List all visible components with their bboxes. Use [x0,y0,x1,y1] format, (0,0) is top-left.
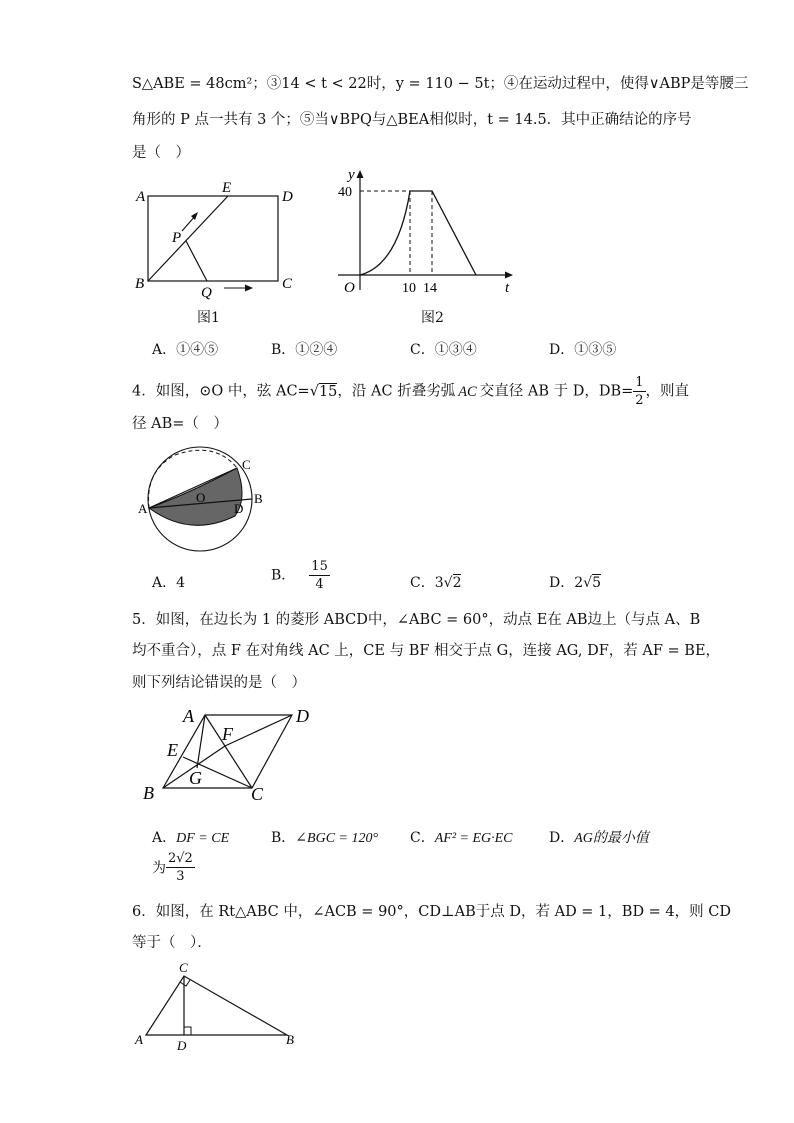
q5-text-line-3: 则下列结论错误的是（ ） [132,675,306,691]
sqrt-2: √2 [443,575,462,591]
option-letter: A． [152,575,177,591]
fraction-15-4: $\frac{15}{4}$ [311,559,328,592]
option-letter: D． [549,342,575,358]
option-text: ①③④ [434,342,477,358]
label-d: D [296,706,309,726]
arc-ac: AC [458,383,477,400]
label-t: t [505,280,510,296]
q4-text-b: ，沿 AC 折叠劣弧 [337,383,456,400]
q5-text-line-1: 5．如图，在边长为 1 的菱形 ABCD中，∠ABC = 60°，动点 E在 AB边上（与点 A、B [132,612,701,628]
option-letter: D． [549,575,575,591]
q4-text-line-1 [132,376,689,407]
label-a: A [183,706,194,726]
label-e: E [222,180,232,196]
fraction-2sqrt2-3: $\frac{2√2}{3}$ [168,851,193,884]
q4-option-d[interactable] [549,572,601,592]
label-b: B [286,1032,294,1047]
graph-curve [360,191,476,275]
q5-option-c[interactable] [410,827,513,847]
label-o: O [196,490,206,505]
label-y: y [348,167,355,183]
q5-figure [135,700,320,810]
option-letter: A． [152,342,177,358]
option-text: AF² = EG·EC [434,831,513,846]
option-text: DF = CE [176,831,230,846]
option-text: ①④⑤ [176,342,219,358]
q6-text-line-1: 6．如图，在 Rt△ABC 中，∠ACB = 90°，CD⊥AB于点 D，若 AD = 1，BD = 4，则 CD [132,904,731,920]
label-d: D [177,1038,187,1053]
option-text: ①②④ [295,342,338,358]
sqrt-5: √5 [583,575,601,591]
label-c: C [242,457,251,472]
arrow-q-head [245,285,253,292]
label-t10: 10 [402,281,416,296]
q3-option-d[interactable] [549,339,616,359]
rectangle-abcd [148,196,278,281]
q4-option-c[interactable] [410,572,461,592]
label-p: P [172,230,182,246]
label-b: B [143,783,154,803]
q3-figure-1-caption: 图1 [197,310,220,326]
segment-be [148,196,228,281]
label-a: A [136,189,146,205]
label-t14: 14 [423,281,437,296]
right-angle-d [184,1027,191,1035]
option-coefficient: 2 [574,575,584,591]
q3-text-line-2: 角形的 P 点一共有 3 个；⑤当∨BPQ与△BEA相似时，t = 14.5．其中正确结论的序号 [132,112,692,128]
option-letter: C． [410,830,435,846]
q3-figure-2-caption: 图2 [421,310,444,326]
label-b: B [254,491,263,506]
q6-text-line-2: 等于（ ）． [132,935,212,951]
option-letter: B． [271,567,296,584]
label-40: 40 [338,185,352,200]
q4-text-a: 4．如图，⊙O 中，弦 AC= [132,383,310,400]
label-a: A [135,1032,143,1047]
y-axis-arrow [357,170,364,178]
label-d: D [234,501,244,516]
q5-text-line-2: 均不重合），点 F 在对角线 AC 上，CE 与 BF 相交于点 G，连接 AG, DF，若 AF = BE， [132,643,721,659]
q3-option-a[interactable] [152,339,218,359]
fraction-db: $\frac{1}{2}$ [635,375,644,408]
option-text: 4 [176,575,186,591]
option-text: ①③⑤ [574,342,617,358]
q4-option-a[interactable] [152,572,185,592]
q4-text-d: ，则直 [645,383,690,400]
q5-option-a[interactable] [152,827,229,847]
label-a: A [138,501,148,516]
segment-pq [186,241,207,281]
x-axis-arrow [505,272,513,279]
q3-figure-1 [130,175,300,305]
option-letter: B． [271,342,296,358]
q4-option-b[interactable] [271,560,330,591]
q3-option-b[interactable] [271,339,337,359]
segment-df [225,715,292,746]
label-e: E [167,740,178,760]
q4-text-line-2: 径 AB=（ ） [132,416,228,432]
q6-figure [132,958,302,1053]
label-b: B [135,276,145,292]
q3-text-line-1: S△ABE = 48cm²；③14 < t < 22时，y = 110 − 5t；④在运动过程中，使得∨ABP是等腰三 [132,76,749,92]
option-text: ∠BGC = 120° [295,831,379,846]
q3-text-line-3: 是（ ） [132,145,190,161]
label-origin: O [344,280,355,296]
label-g: G [189,768,202,788]
option-letter: B． [271,830,296,846]
label-c: C [282,276,293,292]
option-letter: A． [152,830,177,846]
q5-option-d[interactable] [549,827,649,847]
label-c: C [179,960,188,975]
q3-figure-2 [330,165,520,300]
q4-figure [135,446,270,556]
label-d: D [282,189,293,205]
option-letter: C． [410,342,435,358]
label-q: Q [201,285,212,301]
q4-text-c: 交直径 AB 于 D，DB= [479,383,634,400]
option-d-prefix: 为 [152,860,166,877]
option-letter: C． [410,575,435,591]
q5-option-d-continuation [152,852,195,883]
sqrt-15: √15 [309,383,338,400]
q3-option-c[interactable] [410,339,477,359]
label-c: C [251,784,264,804]
option-coefficient: 3 [434,575,444,591]
option-letter: D． [549,830,575,846]
q5-option-b[interactable] [271,827,378,847]
triangle-abc [146,976,287,1035]
label-f: F [222,724,233,744]
option-text: AG的最小值 [574,831,649,846]
